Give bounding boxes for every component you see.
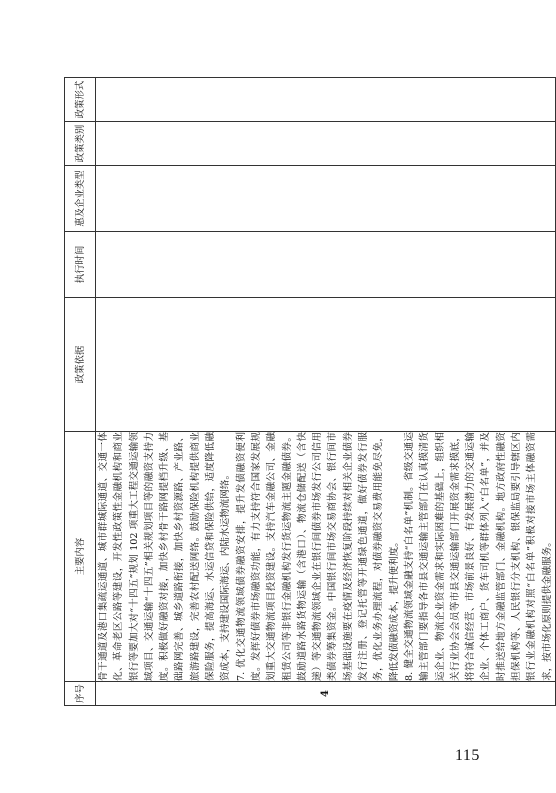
- content-paragraph-continued: 骨干通道及港口集疏运通道、城市群城际通道、交通一体化、革命老区公路等建设，开发性政策性金融机构和商业银行等要加大对“十四五”规划 102 项重大工程交通运输领域项目、交通运输“十四五”相关规划项目等的融资支持力度。积极做好融资对接，加快乡村骨干路网提档升级、基础路网完善、城乡道路衔接，加快乡村资源路、产业路、旅游路建设，完善农村配送网络。鼓励保险机构提供商业保险服务，提高海运、水运信贷和保险供给，适度降低融资成本，支持建设国际海运、内陆水运物流网络。: [98, 432, 232, 681]
- row-beneficiary-cell: [96, 166, 556, 232]
- row-number: 4: [96, 682, 556, 706]
- header-seq: 序号: [65, 682, 96, 706]
- header-form: 政策形式: [65, 78, 96, 122]
- row-basis-cell: [96, 298, 556, 432]
- row-form-cell: [96, 78, 556, 122]
- header-time: 执行时间: [65, 232, 96, 298]
- header-content: 主要内容: [65, 432, 96, 682]
- policy-table: [64, 77, 556, 706]
- header-basis: 政策依据: [65, 298, 96, 432]
- content-paragraph-item-8: 8. 健全交通物流领域金融支持“白名单”机制。省级交通运输主管部门要指导各市县交通运输主管部门在认真摸清货运企业、物流企业资金需求和实际困难的基础上，组织相关行业协会会员等市县交通运输部门开展资金需求摸底，将符合诚信经营、市场前景良好、有发展潜力的交通运输企业、个体工商户、货车司机等群体列入“白名单”，并及时推送给地方金融监管部门、金融机构。地方政府性融资担保机构等、人民银行分支机构、银保监局要引导辖区内银行业金融机构对照“白名单”积极对接市场主体融资需求，按市场化原则提供金融服务。: [403, 432, 553, 681]
- rotated-table-container: [64, 78, 553, 706]
- table-row: [96, 78, 556, 706]
- table-header-row: [65, 78, 96, 706]
- row-content-cell: [96, 432, 556, 682]
- row-time-cell: [96, 232, 556, 298]
- row-category-cell: [96, 122, 556, 166]
- page-number: 115: [455, 747, 480, 764]
- header-category: 政策类别: [65, 122, 96, 166]
- content-paragraph-item-7: 7. 优化交通物流领域债券融资安排，提升发债融资便利度。发挥好债券市场融资功能，有力支持符合国家发展规划重大交通物流项目投资建设。支持汽车金融公司、金融租赁公司等非银行金融机构发行货运物流主题金融债券。鼓励道路水路货物运输（含港口）、物流仓储配送（含快递）等交通物流领域企业在银行间债券市场发行公司信用类债券筹集资金。中国银行间市场交易商协会、银行间市场基础设施要在疫情及经济恢复阶段持续对相关企业债券发行注册、登记托管等开通绿色通道，做好债券发行服务，优化业务办理流程，对债券融资交易费用能免尽免，降低发债融资成本，提升便利度。: [235, 432, 400, 681]
- header-beneficiary: 惠及企业类型: [65, 166, 96, 232]
